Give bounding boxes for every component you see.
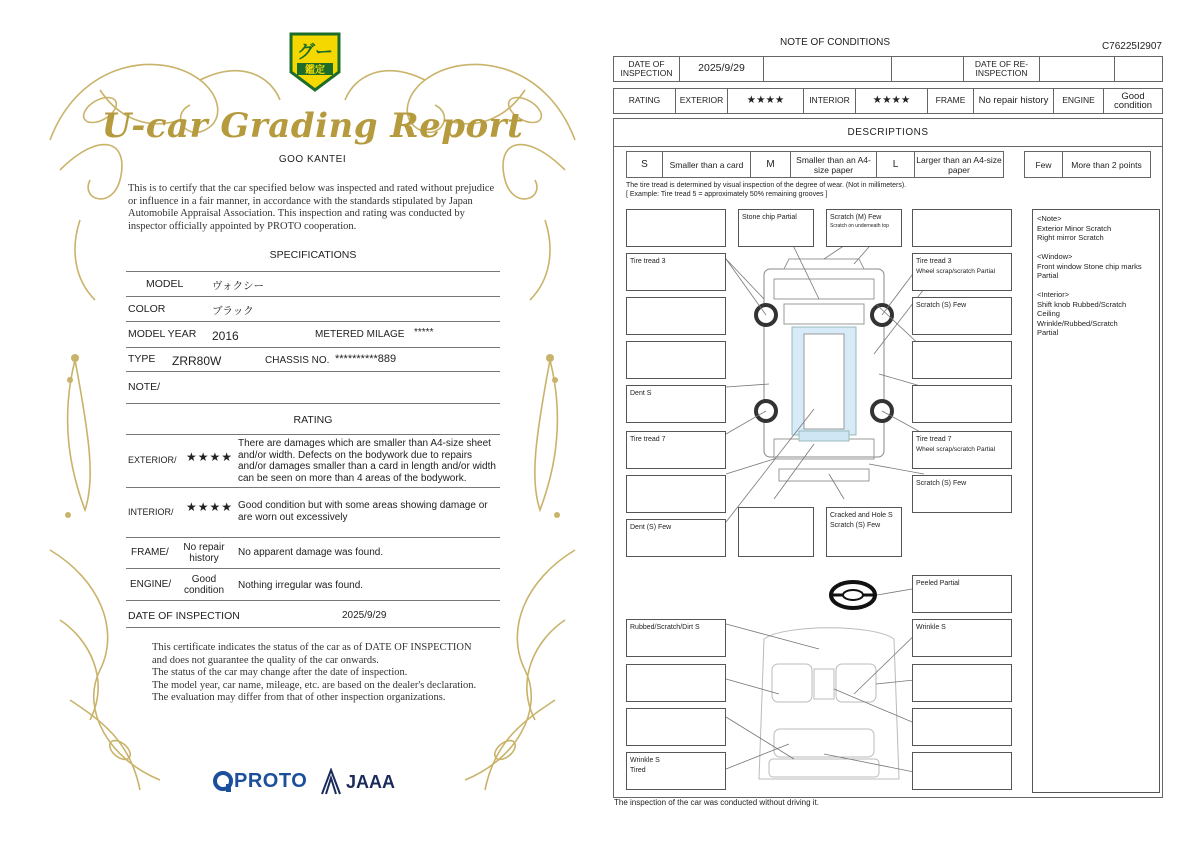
box-scratch-top-label: Scratch (M) Few: [830, 214, 882, 221]
model-value: ヴォクシー: [212, 280, 265, 292]
box-wrinkle-left: [630, 756, 660, 776]
type-value: ZRR80W: [172, 354, 222, 368]
descriptions-panel: [613, 118, 1163, 798]
engine-description: Nothing irregular was found.: [238, 580, 364, 591]
box-tire-rear-right-sub: Wheel scrap/scratch Partial: [916, 446, 996, 453]
date-of-inspection-label: DATE OF INSPECTION: [614, 57, 680, 81]
certificate-subtitle: GOO KANTEI: [278, 154, 347, 165]
interior-description: Good condition but with some areas showing damage or are worn out excessively: [238, 500, 488, 523]
mileage-value: *****: [414, 327, 434, 338]
certificate-footer: This certificate indicates the status of the car as of DATE OF INSPECTION and does not guarantee the quality of the car onwards. The status of the car may change after the date of inspection. The model year, car name, mileage, etc. are based on the dealer's declaration. The evaluation may differ from that of other inspection organizations.: [152, 642, 477, 703]
engine-label: ENGINE: [1054, 89, 1104, 113]
box-scratch-right-front: Scratch (S) Few: [916, 302, 967, 309]
jaaa-brand: JAAA: [346, 772, 396, 792]
exterior-label: EXTERIOR: [676, 89, 728, 113]
tire-note-line-2: [ Example: Tire tread 5 = approximately 50% remaining grooves ]: [626, 191, 828, 198]
box-tire-tread-front-left: Tire tread 3: [630, 258, 666, 265]
interior-label: INTERIOR: [804, 89, 856, 113]
exterior-stars: ★★★★: [186, 450, 234, 464]
exterior-stars: ★★★★: [728, 89, 804, 113]
note-of-conditions-report: [605, 30, 1170, 820]
interior-stars: ★★★★: [186, 500, 234, 514]
engine-value: Good condition: [1113, 90, 1153, 111]
box-cracked-sub: Scratch (S) Few: [830, 522, 881, 529]
legend-code-m: M: [751, 152, 791, 177]
box-scratch-right-rear: Scratch (S) Few: [916, 480, 967, 487]
frame-value: No repair history: [974, 89, 1054, 113]
specifications-heading: SPECIFICATIONS: [269, 249, 357, 261]
type-label: TYPE: [128, 353, 156, 365]
date-of-inspection-value: 2025/9/29: [342, 610, 387, 621]
box-tire-tread-rear-left: Tire tread 7: [630, 436, 666, 443]
box-cracked-rear: [830, 511, 893, 531]
proto-brand: PROTO: [234, 770, 308, 792]
legend-text-l: Larger than an A4-size paper: [916, 154, 1002, 175]
model-label: MODEL: [146, 278, 184, 290]
box-scratch-top-sub: Scratch on underneath top: [830, 223, 889, 229]
jaaa-logo-icon: [320, 768, 342, 796]
note-label: NOTE/: [128, 381, 161, 393]
mileage-label: METERED MILAGE: [315, 329, 405, 340]
svg-text:鑑定: 鑑定: [305, 65, 325, 76]
notes-text: <Note> Exterior Minor Scratch Right mirror Scratch <Window> Front window Stone chip marks Partial <Interior> Shift knob Rubbed/Scratch Ceiling Wrinkle/Rubbed/Scratch Partial: [1037, 214, 1142, 337]
box-wrinkle-left-label: Wrinkle S: [630, 757, 660, 764]
certificate-title: U-car Grading Report: [101, 106, 524, 146]
box-wrinkle-right: Wrinkle S: [916, 624, 946, 631]
notes-column: [1032, 209, 1160, 793]
box-wrinkle-left-sub: Tired: [630, 767, 646, 774]
report-title: NOTE OF CONDITIONS: [780, 37, 890, 48]
frame-label: FRAME/: [131, 547, 169, 558]
box-tire-front-right-sub: Wheel scrap/scratch Partial: [916, 268, 996, 275]
chassis-value: **********889: [335, 353, 397, 365]
tire-note-line-1: The tire tread is determined by visual inspection of the degree of wear. (Not in millimeters).: [626, 182, 907, 189]
re-inspection-label: DATE OF RE-INSPECTION: [964, 57, 1040, 81]
box-peeled: Peeled Partial: [916, 580, 960, 587]
rating-row: [613, 88, 1163, 114]
descriptions-title: DESCRIPTIONS: [614, 119, 1162, 147]
rating-heading: RATING: [293, 414, 333, 426]
legend-text-few: More than 2 points: [1071, 159, 1142, 170]
rating-label: RATING: [614, 89, 676, 113]
box-rubbed-scratch: Rubbed/Scratch/Dirt S: [630, 624, 700, 631]
date-of-inspection-label: DATE OF INSPECTION: [128, 610, 240, 622]
color-label: COLOR: [128, 303, 166, 315]
legend-text-m: Smaller than an A4-size paper: [791, 152, 877, 177]
box-tire-tread-front-right: [916, 257, 995, 277]
box-dent-rear: Dent (S) Few: [630, 524, 672, 531]
color-value: ブラック: [212, 305, 254, 317]
legend-code-few: Few: [1025, 152, 1063, 177]
box-dent-left: Dent S: [630, 390, 652, 397]
svg-text:グー: グー: [297, 42, 333, 62]
grading-certificate: [40, 20, 585, 820]
report-code: C76225I2907: [1101, 41, 1162, 52]
goo-kantei-badge-icon: [287, 32, 343, 92]
exterior-description: There are damages which are smaller than A4-size sheet and/or width. Defects on the bodywork due to repairs and/or damages smaller than a card in length and/or width can be seen on more than 4 areas of the bodywork.: [238, 438, 496, 484]
interior-stars: ★★★★: [856, 89, 928, 113]
certificate-intro: This is to certify that the car specified below was inspected and rated without prejudice or influence in a fair manner, in accordance with the standards stipulated by Japan Automobile Appraisal Association. This inspection and rating was conducted by inspector officially appointed by PROTO cooperation.: [128, 183, 495, 232]
box-tire-tread-rear-right: [916, 435, 995, 455]
chassis-label: CHASSIS NO.: [265, 355, 330, 366]
box-scratch-top: [830, 213, 889, 229]
box-tire-rear-right-label: Tire tread 7: [916, 436, 952, 443]
engine-label: ENGINE/: [130, 579, 172, 590]
report-footer: The inspection of the car was conducted without driving it.: [614, 798, 819, 807]
date-of-inspection-value: 2025/9/29: [680, 57, 764, 81]
frame-value: No repair history: [183, 542, 225, 564]
legend-text-s: Smaller than a card: [663, 152, 751, 177]
steering-wheel-icon: [831, 582, 875, 608]
exterior-label: EXTERIOR/: [128, 455, 177, 465]
frame-label: FRAME: [928, 89, 974, 113]
frame-description: No apparent damage was found.: [238, 547, 384, 558]
interior-label: INTERIOR/: [128, 507, 174, 517]
proto-logo-icon: [212, 770, 234, 794]
legend-code-l: L: [877, 152, 915, 177]
legend-code-s: S: [627, 152, 663, 177]
inspection-date-row: [613, 56, 1163, 82]
box-tire-front-right-label: Tire tread 3: [916, 258, 952, 265]
model-year-value: 2016: [212, 329, 239, 343]
box-stone-chip: Stone chip Partial: [742, 214, 797, 221]
box-cracked-label: Cracked and Hole S: [830, 512, 893, 519]
model-year-label: MODEL YEAR: [128, 328, 197, 340]
engine-value: Good condition: [183, 574, 225, 596]
